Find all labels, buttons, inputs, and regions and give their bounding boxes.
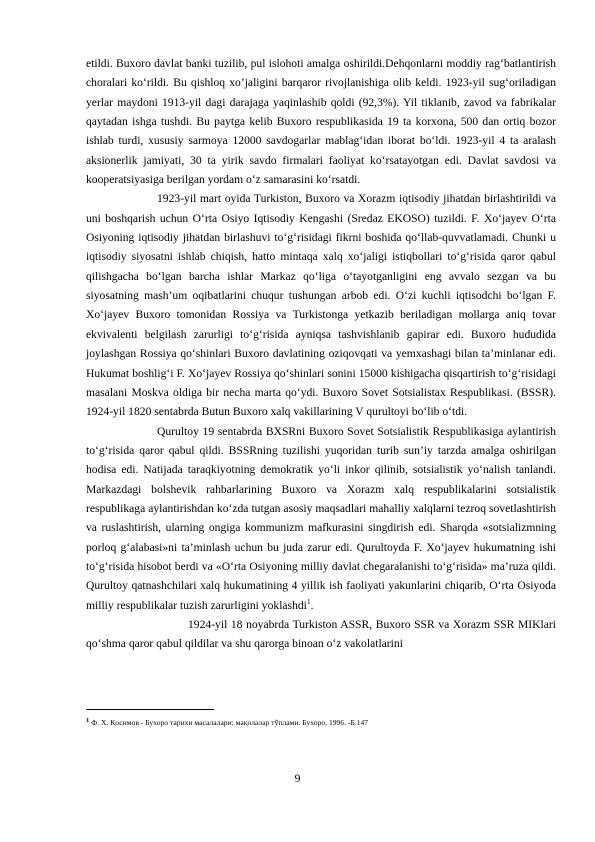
paragraph-3-tail: .	[310, 598, 314, 612]
paragraph-2: 1923-yil mart oyida Turkiston, Buxoro va Xorazm iqtisodiy jihatdan birlashtirildi va uni boshqarish uchun O‘rta Osiyo Iqtisodiy Kengashi (Sredaz EKOSO) tuzildi. F. Xo‘jayev O‘rta Osiyoning iqtisodiy jihatdan birlashuvi to‘g‘risidagi fikrni boshida qo‘llab-quvvatlamadi. Chunki u iqtisodiy siyosatni ishlab chiqish, hatto mintaqa xalq xo‘jaligi istiqbollari to‘g‘risida qaror qabul qilishgacha bo‘lgan barcha ishlar Markaz qo‘liga o‘tayotganligini eng avvalo sezgan va bu siyosatning mash’um oqibatlarini chuqur tushungan arbob edi. O‘zi kuchli iqtisodchi bo‘lgan F. Xo‘jayev Buxoro tomonidan Rossiya va Turkistonga yetkazib beriladigan mollarga aniq tovar ekvivalenti belgilash zarurligi to‘g‘risida ayniqsa tashvishlanib gapirar edi. Buxoro hududida joylashgan Rossiya qo‘shinlari Buxoro davlatining oziqovqati va yemxashagi bilan ta’minlanar edi. Hukumat boshlig‘i F. Xo‘jayev Rossiya qo‘shinlari sonini 15000 kishigacha qisqartirish to‘g‘risidagi masalani Moskva oldiga bir necha marta qo‘ydi. Buxoro Sovet Sotsialistax Respublikasi. (BSSR). 1924-yil 1820 sentabrda Butun Buxoro xalq vakillarining V qurultoyi bo‘lib o‘tdi.	[86, 192, 556, 419]
footnote-ref: 1	[306, 596, 311, 606]
page-number: 9	[294, 772, 301, 785]
footnote-mark: 1	[86, 717, 90, 724]
paragraph-3	[86, 422, 556, 615]
page-body	[86, 54, 556, 654]
paragraph-4: 1924-yil 18 noyabrda Turkiston ASSR, Buxoro SSR va Xorazm SSR MIKlari qo‘shma qaror qabul qildilar va shu qarorga binoan o‘z vakolatlarini	[86, 617, 556, 651]
footnote-separator	[86, 709, 214, 710]
footnote-text: Ф. Х. Қосимов - Бухоро тарихи масалалари: мақолалар тўплами. Бухоро, 1996. -Б.147	[91, 718, 369, 727]
footnote	[86, 715, 556, 729]
paragraph-1: etildi. Buxoro davlat banki tuzilib, pul islohoti amalga oshirildi.Dehqonlarni moddiy rag‘batlantirish choralari ko‘rildi. Bu qishloq xo’jaligini barqaror rivojlanishiga olib keldi. 1923-yil sug‘oriladigan yerlar maydoni 1913-yil dagi darajaga yaqinlashib qoldi (92,3%). Yil tiklanib, zavod va fabrikalar qaytadan ishga tushdi. Bu paytga kelib Buxoro respublikasida 19 ta korxona, 500 dan ortiq bozor ishlab turdi, xususiy sarmoya 12000 savdogarlar mablag‘idan iborat bo‘ldi. 1923-yil 4 ta aralash aksionerlik jamiyati, 30 ta yirik savdo firmalari faoliyat ko‘rsatayotgan edi. Davlat savdosi va kooperatsiyasiga berilgan yordam o‘z samarasini ko‘rsatdi.	[86, 57, 556, 187]
paragraph-3-text: Qurultoy 19 sentabrda BXSRni Buxoro Sovet Sotsialistik Respublikasiga aylantirish to‘g‘risida qaror qabul qildi. BSSRning tuzilishi yuqoridan turib sun’iy tarzda amalga oshirilgan hodisa edi. Natijada taraqkiyotning demokratik yo‘li inkor qilinib, sotsialistik yo‘nalish tanlandi. Markazdagi bolshevik rahbarlarining Buxoro va Xorazm xalq respublikalarini sotsialistik respublikaga aylantirishdan ko‘zda tutgan asosiy maqsadlari mahalliy xalqlarni tezroq sovetlashtirish va ruslashtirish, ularning ongiga kommunizm mafkurasini singdirish edi. Sharqda «sotsializmning porloq g‘alabasi»ni ta’minlash uchun bu juda zarur edi. Qurultoyda F. Xo‘jayev hukumatning ishi to‘g‘risida hisobot berdi va «O‘rta Osiyoning milliy davlat chegaralanishi to‘g‘risida» ma’ruza qildi. Qurultoy qatnashchilari xalq hukumatining 4 yillik ish faoliyati yakunlarini chiqarib, O‘rta Osiyoda milliy respublikalar tuzish zarurligini yoklashdi	[86, 424, 556, 612]
